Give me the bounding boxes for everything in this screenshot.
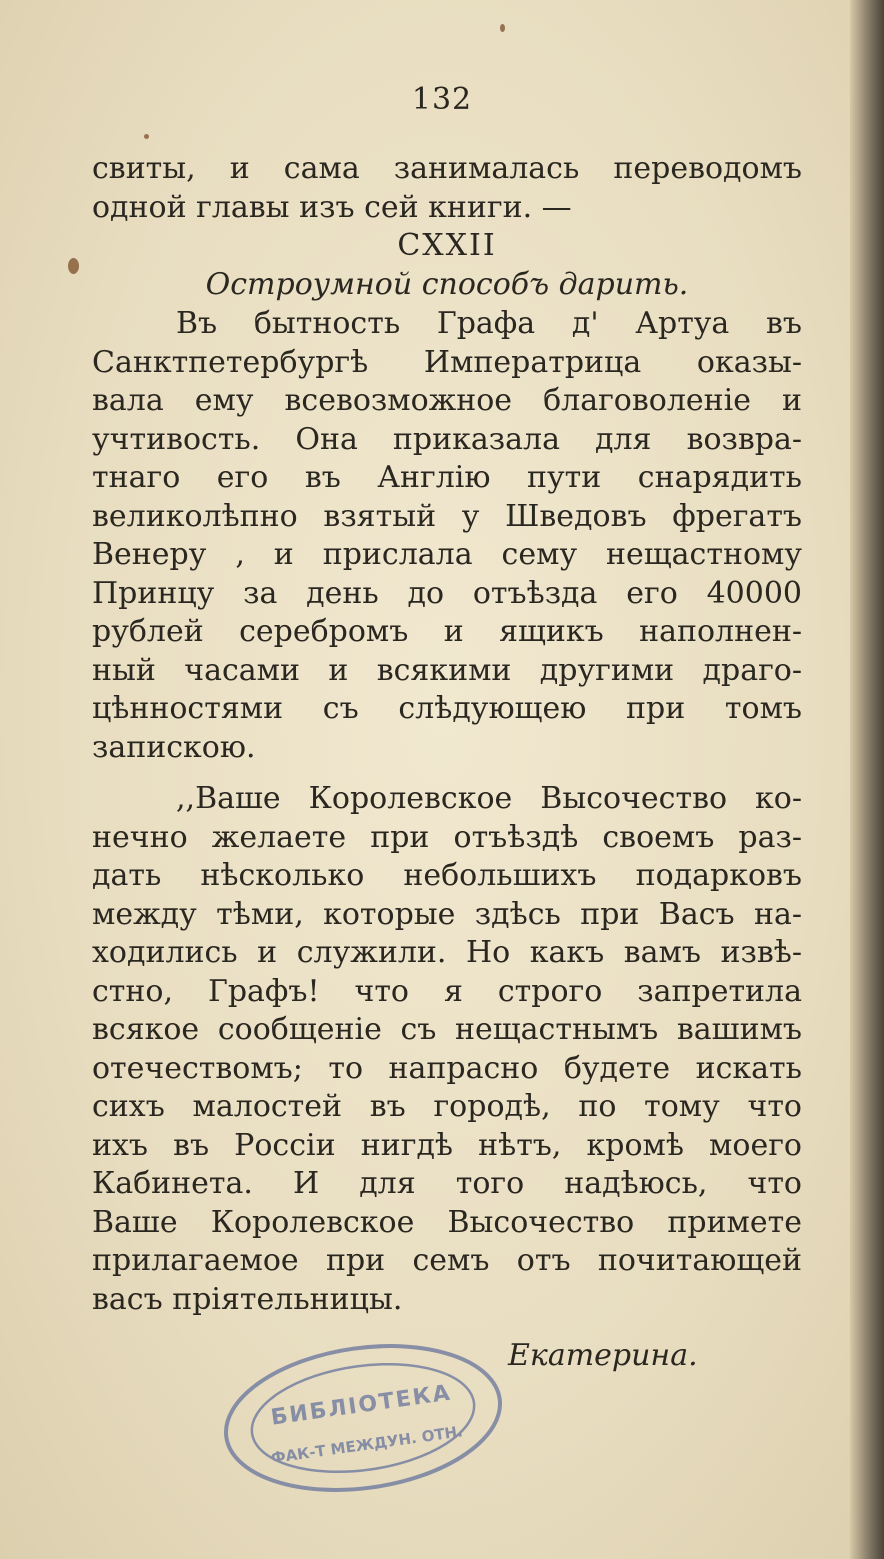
text-line: прилагаемое при семъ отъ почитающей [92, 1243, 802, 1278]
text-line: ихъ въ Россiи нигдѣ нѣтъ, кромѣ моего [92, 1127, 802, 1163]
text-line: Венеру , и прислала сему нещастному [92, 537, 802, 572]
text-line: великолѣпно взятый у Шведовъ фрегатъ [92, 498, 802, 534]
text-line: нечно желаете при отъѣздѣ своемъ раз- [92, 819, 802, 855]
text-line: Ваше Королевское Высочество примете [92, 1204, 802, 1240]
text-line: сихъ малостей въ городѣ, по тому что [92, 1089, 802, 1124]
text-line: между тѣми, которые здѣсь при Васъ на- [92, 896, 802, 932]
text-line: стно, Графъ! что я строго запретила [92, 973, 802, 1009]
text-line: тнаго его въ Англiю пути снарядить [92, 460, 802, 495]
text-line: ный часами и всякими другими драго- [92, 652, 802, 688]
text-line: цѣнностями съ слѣдующею при томъ [92, 691, 802, 726]
paragraph-1 [92, 305, 802, 767]
text-line: запискою. [92, 729, 256, 765]
section-number: CXXII [397, 228, 497, 263]
stamp-bottom-text: ФАК-Т МЕЖДУН. ОТН. [269, 1422, 464, 1468]
ink-stain [500, 24, 505, 32]
stamp-outer-ring [218, 1338, 508, 1498]
library-stamp [218, 1338, 508, 1498]
text-line: всякое сообщенiе съ нещастнымъ вашимъ [92, 1012, 802, 1047]
paragraph-2 [92, 780, 802, 1319]
text-line: одной главы изъ сей книги. — [92, 189, 572, 225]
text-line: Кабинета. И для того надѣюсь, что [92, 1166, 802, 1201]
page-number: 132 [411, 82, 473, 117]
text-continuation [92, 150, 802, 304]
text-line: васъ прiятельницы. [92, 1281, 403, 1317]
text-line: дать нѣсколько небольшихъ подарковъ [92, 858, 802, 893]
stamp-top-text: БИБЛIОТЕКА [269, 1380, 454, 1431]
text-line: Санктпетербургѣ Императрица оказы- [92, 344, 802, 380]
text-line: Въ бытность Графа д' Артуа въ [176, 306, 802, 341]
text-line: ,,Ваше Королевское Высочество ко- [176, 781, 802, 816]
book-gutter-shadow [850, 0, 884, 1559]
ink-stain [68, 258, 79, 274]
text-line: учтивость. Она приказала для возвра- [92, 421, 802, 457]
text-line: рублей серебромъ и ящикъ наполнен- [92, 614, 802, 649]
text-line: вала ему всевозможное благоволенiе и [92, 383, 802, 418]
section-title: Остроумной способъ дарить. [205, 266, 689, 302]
text-line: свиты, и сама занималась переводомъ [92, 151, 802, 186]
signature: Екатерина. [508, 1338, 698, 1373]
text-line: отечествомъ; то напрасно будете искать [92, 1050, 802, 1086]
ink-stain [144, 134, 149, 139]
text-line: ходились и служили. Но какъ вамъ извѣ- [92, 935, 802, 970]
text-line: Принцу за день до отъѣзда его 40000 [92, 575, 802, 611]
